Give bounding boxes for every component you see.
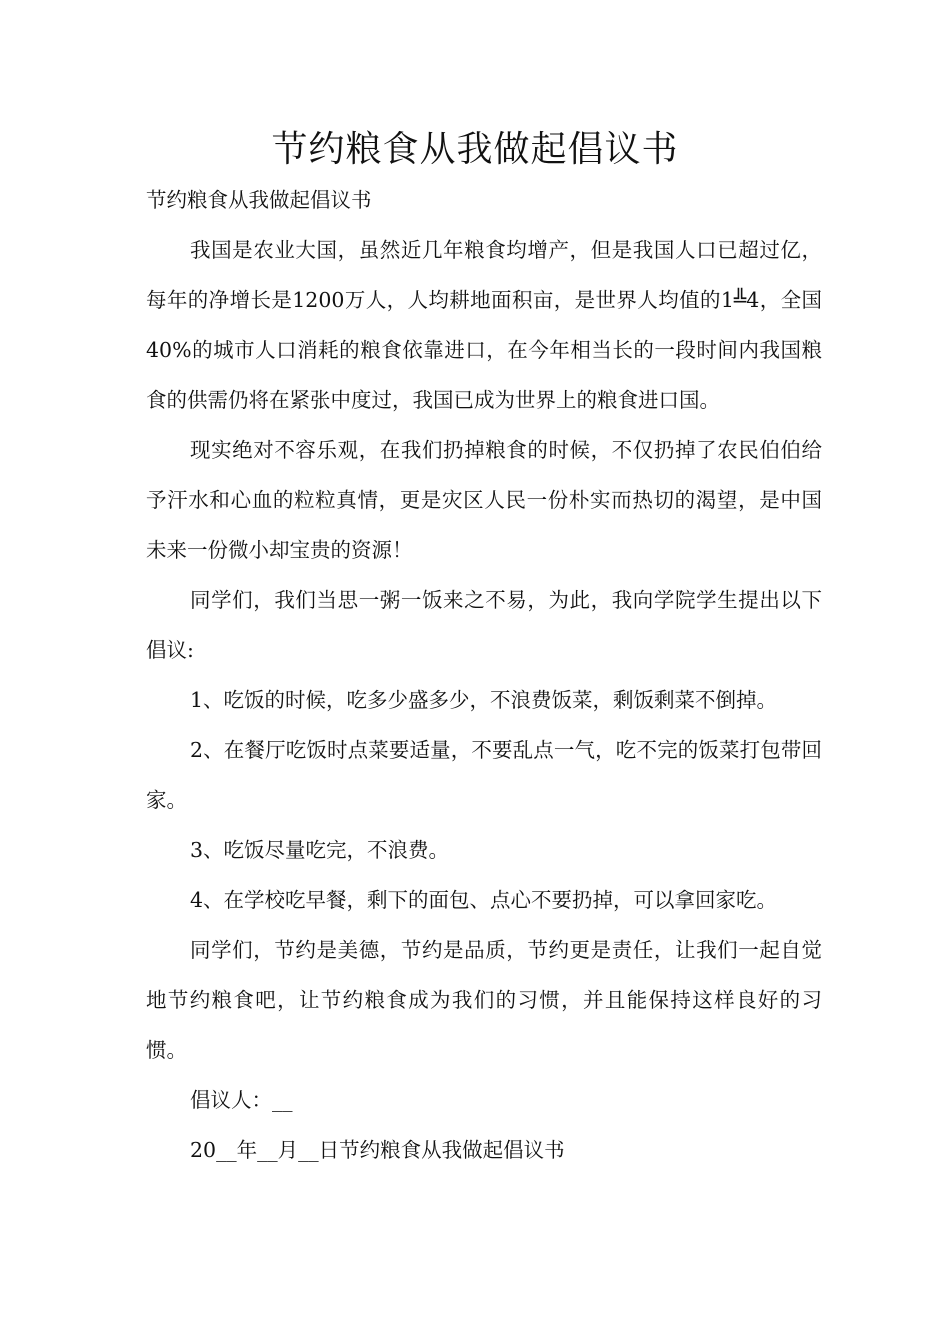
document-subtitle: 节约粮食从我做起倡议书: [146, 188, 372, 212]
signature-line: 倡议人：__: [190, 1088, 293, 1112]
proposal-item-4: 4、在学校吃早餐，剩下的面包、点心不要扔掉，可以拿回家吃。: [190, 888, 778, 912]
document-body: [146, 178, 822, 1175]
document-title: 节约粮食从我做起倡议书: [271, 129, 679, 170]
paragraph-reality: 现实绝对不容乐观，在我们扔掉粮食的时候，不仅扔掉了农民伯伯给予汗水和心血的粒粒真情，更是灾区人民一份朴实而热切的渴望，是中国未来一份微小却宝贵的资源！: [146, 438, 822, 562]
proposal-item-2: 2、在餐厅吃饭时点菜要适量，不要乱点一气，吃不完的饭菜打包带回家。: [146, 738, 822, 812]
proposal-item-3: 3、吃饭尽量吃完，不浪费。: [190, 838, 450, 862]
paragraph-intro-facts: 我国是农业大国，虽然近几年粮食均增产，但是我国人口已超过亿，每年的净增长是1200万人，人均耕地面积亩，是世界人均值的1╩4，全国40%的城市人口消耗的粮食依靠进口，在今年相当长的一段时间内我国粮食的供需仍将在紧张中度过，我国已成为世界上的粮食进口国。: [146, 238, 822, 412]
paragraph-call-to-students: 同学们，我们当思一粥一饭来之不易，为此，我向学院学生提出以下倡议:: [146, 588, 822, 662]
date-line: 20__年__月__日节约粮食从我做起倡议书: [190, 1138, 565, 1162]
paragraph-conclusion: 同学们，节约是美德，节约是品质，节约更是责任，让我们一起自觉地节约粮食吧，让节约粮食成为我们的习惯，并且能保持这样良好的习惯。: [146, 938, 822, 1062]
proposal-item-1: 1、吃饭的时候，吃多少盛多少，不浪费饭菜，剩饭剩菜不倒掉。: [190, 688, 778, 712]
